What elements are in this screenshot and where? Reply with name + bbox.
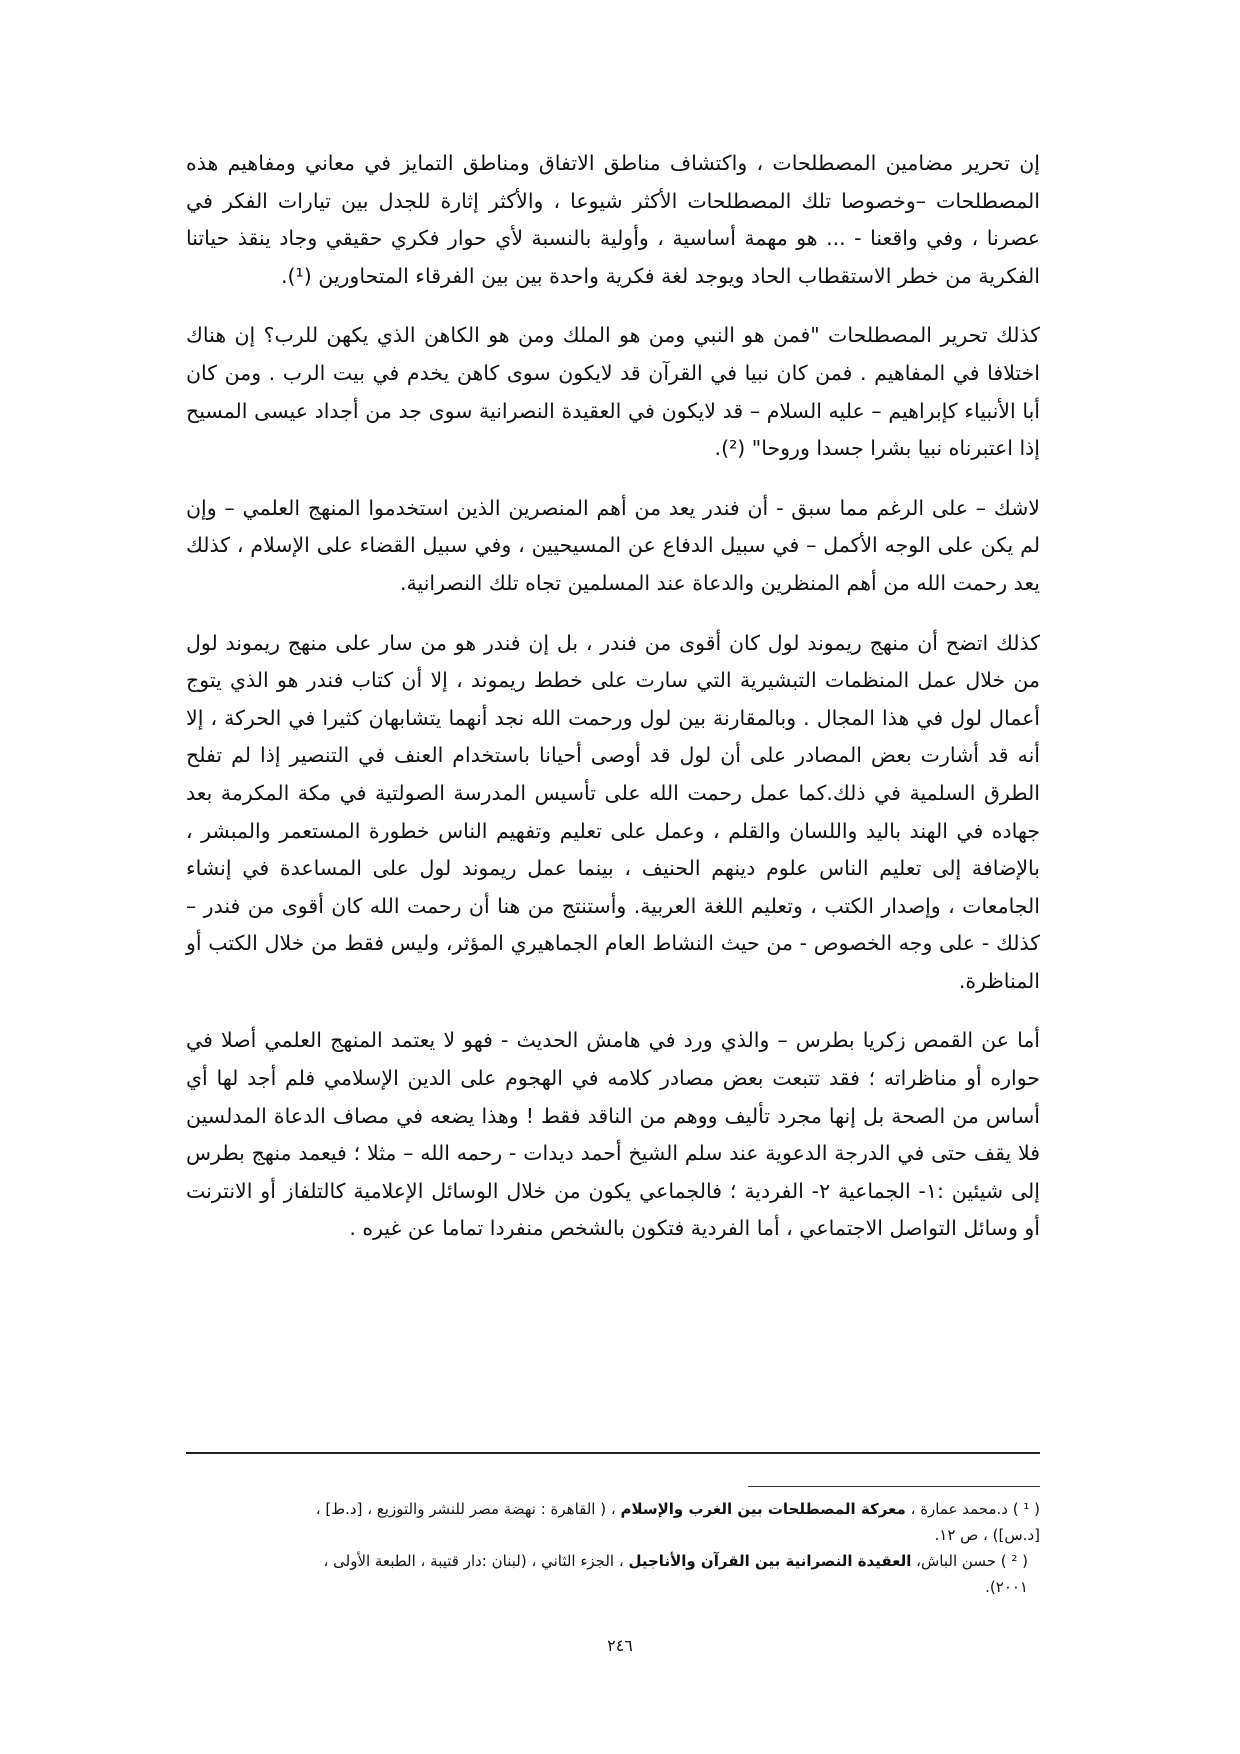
paragraph-2: كذلك تحرير المصطلحات "فمن هو النبي ومن هو الملك ومن هو الكاهن الذي يكهن للرب؟ إن هناك اختلافا في المفاهيم . فمن كان نبيا في القرآن قد لايكون سوى كاهن يخدم في بيت الرب . ومن كان أبا الأنبياء كإبراهيم – عليه السلام – قد لايكون في العقيدة النصرانية سوى جد من أجداد عيسى المسيح إذا اعتبرناه نبيا بشرا جسدا وروحا" (²). (186, 323, 1040, 461)
paragraph-5: أما عن القمص زكريا بطرس – والذي ورد في هامش الحديث - فهو لا يعتمد المنهج العلمي أصلا في حواره أو مناظراته ؛ فقد تتبعت بعض مصادر كلامه في الهجوم على الدين الإسلامي فلم أجد لها أي أساس من الصحة بل إنها مجرد تأليف ووهم من الناقد فقط ! وهذا يضعه في مصاف الدعاة المدلسين فلا يقف حتى في الدرجة الدعوية عند سلم الشيخ أحمد ديدات - رحمه الله – مثلا ؛ فيعمد منهج بطرس إلى شيئين :١- الجماعية ٢- الفردية ؛ فالجماعي يكون من خلال الوسائل الإعلامية كالتلفاز أو الانترنت أو وسائل التواصل الاجتماعي ، أما الفردية فتكون بالشخص منفردا تماما عن غيره . (186, 1028, 1040, 1241)
body-text (186, 145, 1040, 1270)
footnote-2 (186, 1549, 1040, 1574)
paragraph-4: كذلك اتضح أن منهج ريموند لول كان أقوى من فندر ، بل إن فندر هو من سار على منهج ريموند لول من خلال عمل المنظمات التبشيرية التي سارت على خطط ريموند ، إلا أن كتاب فندر هو الذي يتوج أعمال لول في هذا المجال . وبالمقارنة بين لول ورحمت الله نجد أنهما يتشابهان كثيرا في الحركة ، إلا أنه قد أشارت بعض المصادر على أن لول قد أوصى أحيانا باستخدام العنف في التنصير إذا لم تفلح الطرق السلمية في ذلك.كما عمل رحمت الله على تأسيس المدرسة الصولتية في مكة المكرمة بعد جهاده في الهند باليد واللسان والقلم ، وعمل على تعليم وتفهيم الناس خطورة المستعمر والمبشر ، بالإضافة إلى تعليم الناس علوم دينهم الحنيف ، بينما عمل ريموند لول على المساعدة في إنشاء الجامعات ، وإصدار الكتب ، وتعليم اللغة العربية. وأستنتج من هنا أن رحمت الله كان أقوى من فندر – كذلك - على وجه الخصوص - من حيث النشاط العام الجماهيري المؤثر، وليس فقط من خلال الكتب أو المناظرة. (186, 630, 1040, 993)
footnote-1-continuation: [د.س]) ، ص ١٢. (934, 1526, 1040, 1544)
footnotes (186, 1497, 1040, 1601)
page-divider (186, 1452, 1040, 1454)
page-number: ٢٤٦ (607, 1636, 633, 1655)
footnote-divider (748, 1486, 1040, 1487)
paragraph-3: لاشك – على الرغم مما سبق - أن فندر يعد من أهم المنصرين الذين استخدموا المنهج العلمي – وإن لم يكن على الوجه الأكمل – في سبيل الدفاع عن المسيحيين ، وفي سبيل القضاء على الإسلام ، كذلك يعد رحمت الله من أهم المنظرين والدعاة عند المسلمين تجاه تلك النصرانية. (186, 495, 1040, 595)
footnote-1-rest: ، ( القاهرة : نهضة مصر للنشر والتوزيع ، [د.ط] ، (315, 1500, 621, 1518)
paragraph-1: إن تحرير مضامين المصطلحات ، واكتشاف مناطق الاتفاق ومناطق التمايز في معاني ومفاهيم هذه المصطلحات –وخصوصا تلك المصطلحات الأكثر شيوعا ، والأكثر إثارة للجدل بين تيارات الفكر في عصرنا ، وفي واقعنا - ... هو مهمة أساسية ، وأولية بالنسبة لأي حوار فكري حقيقي وجاد ينقذ حياتنا الفكرية من خطر الاستقطاب الحاد ويوجد لغة فكرية واحدة بين بين الفرقاء المتحاورين (¹). (186, 151, 1040, 288)
footnote-2-continuation: ٢٠٠١). (985, 1578, 1028, 1596)
footnote-1-lead: ( ¹ ) د.محمد عمارة ، (905, 1500, 1040, 1518)
footnote-2-lead: ( ² ) حسن الباش، (911, 1552, 1028, 1570)
footnote-1-title: معركة المصطلحات بين الغرب والإسلام (620, 1500, 906, 1518)
footnote-2-title: العقيدة النصرانية بين القرآن والأناجيل (628, 1552, 912, 1570)
footnote-1 (186, 1497, 1040, 1522)
footnote-2-rest: ، الجزء الثاني ، (لبنان :دار قتيبة ، الطبعة الأولى ، (323, 1552, 629, 1570)
